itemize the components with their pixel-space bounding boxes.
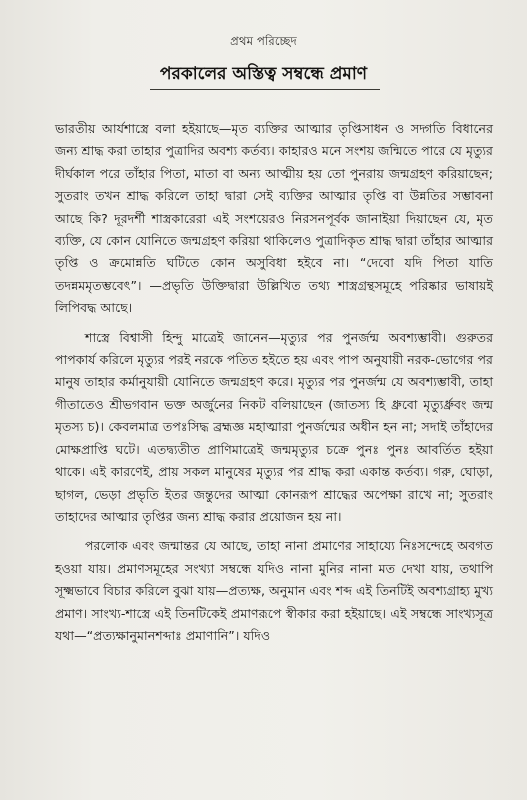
paragraph-1: ভারতীয় আর্যশাস্ত্রে বলা হইয়াছে—মৃত ব্যক্তির আত্মার তৃপ্তিসাধন ও সদ্গতি বিধানের জন্য শ্রাদ্ধ করা তাহার পুত্রাদির অবশ্য কর্তব্য। কাহারও মনে সংশয় জন্মিতে পারে যে মৃত্যুর দীর্ঘকাল পরে তাঁহার পিতা, মাতা বা অন্য আত্মীয় হয় তো পুনরায় জন্মগ্রহণ করিয়াছেন; সুতরাং তখন শ্রাদ্ধ করিলে তাহা দ্বারা সেই ব্যক্তির আত্মার তৃপ্তি বা উন্নতির সম্ভাবনা আছে কি? দূরদর্শী শাস্ত্রকারেরা এই সংশয়েরও নিরসনপূর্বক জানাইয়া দিয়াছেন যে, মৃত ব্যক্তি, যে কোন যোনিতে জন্মগ্রহণ করিয়া থাকিলেও পুত্রাদিকৃত শ্রাদ্ধ দ্বারা তাঁহার আত্মার তৃপ্তি ও ক্রমোন্নতি ঘটিতে কোন অসুবিধা হইবে না। “দেবো যদি পিতা যাতি তদন্নমমৃতম্ভবেৎ”। —প্রভৃতি উক্তিদ্বারা উল্লিখিত তথ্য শাস্ত্রগ্রন্থসমূহে পরিষ্কার ভাষায়ই লিপিবদ্ধ আছে। [55,121,493,316]
paragraph-2: শাস্ত্রে বিশ্বাসী হিন্দু মাত্রেই জানেন—মৃত্যুর পর পুনর্জন্ম অবশ্যম্ভাবী। গুরুতর পাপকার্য করিলে মৃত্যুর পরই নরকে পতিত হইতে হয় এবং পাপ অনুযায়ী নরক-ভোগের পর মানুষ তাহার কর্মানুযায়ী যোনিতে জন্মগ্রহণ করে। মৃত্যুর পর পুনর্জন্ম যে অবশ্যম্ভাবী, তাহা গীতাতেও শ্রীভগবান ভক্ত অর্জুনের নিকট বলিয়াছেন (জাতস্য হি ধ্রুবো মৃত্যুর্ধ্রুবং জন্ম মৃতস্য চ)। কেবলমাত্র তপঃসিদ্ধ ব্রহ্মজ্ঞ মহাত্মারা পুনর্জন্মের অধীন হন না; সদাই তাঁহাদের মোক্ষপ্রাপ্তি ঘটে। এতদ্ব্যতীত প্রাণিমাত্রেই জন্মমৃত্যুর চক্রে পুনঃ পুনঃ আবর্তিত হইয়া থাকে। এই কারণেই, প্রায় সকল মানুষের মৃত্যুর পর শ্রাদ্ধ করা একান্ত কর্তব্য। গরু, ঘোড়া, ছাগল, ভেড়া প্রভৃতি ইতর জন্তুদের আত্মা কোনরূপ শ্রাদ্ধের অপেক্ষা রাখে না; সুতরাং তাহাদের আত্মার তৃপ্তির জন্য শ্রাদ্ধ করার প্রয়োজন হয় না। [55,329,493,524]
chapter-header: প্রথম পরিচ্ছেদ [230,34,297,48]
section-title: পরকালের অস্তিত্ব সম্বন্ধে প্রমাণ [159,64,368,84]
title-underline [150,89,380,90]
body-text [55,118,493,654]
paragraph-3: পরলোক এবং জন্মান্তর যে আছে, তাহা নানা প্রমাণের সাহায্যে নিঃসন্দেহে অবগত হওয়া যায়। প্রমাণসমূহের সংখ্যা সম্বন্ধে যদিও নানা মুনির নানা মত দেখা যায়, তথাপি সূক্ষ্মভাবে বিচার করিলে বুঝা যায়—প্রত্যক্ষ, অনুমান এবং শব্দ এই তিনটিই অবশ্যগ্রাহ্য মুখ্য প্রমাণ। সাংখ্য-শাস্ত্রে এই তিনটিকেই প্রমাণরূপে স্বীকার করা হইয়াছে। এই সম্বন্ধে সাংখ্যসূত্র যথা—“প্রত্যক্ষানুমানশব্দাঃ প্রমাণানি”। যদিও [55,538,493,643]
